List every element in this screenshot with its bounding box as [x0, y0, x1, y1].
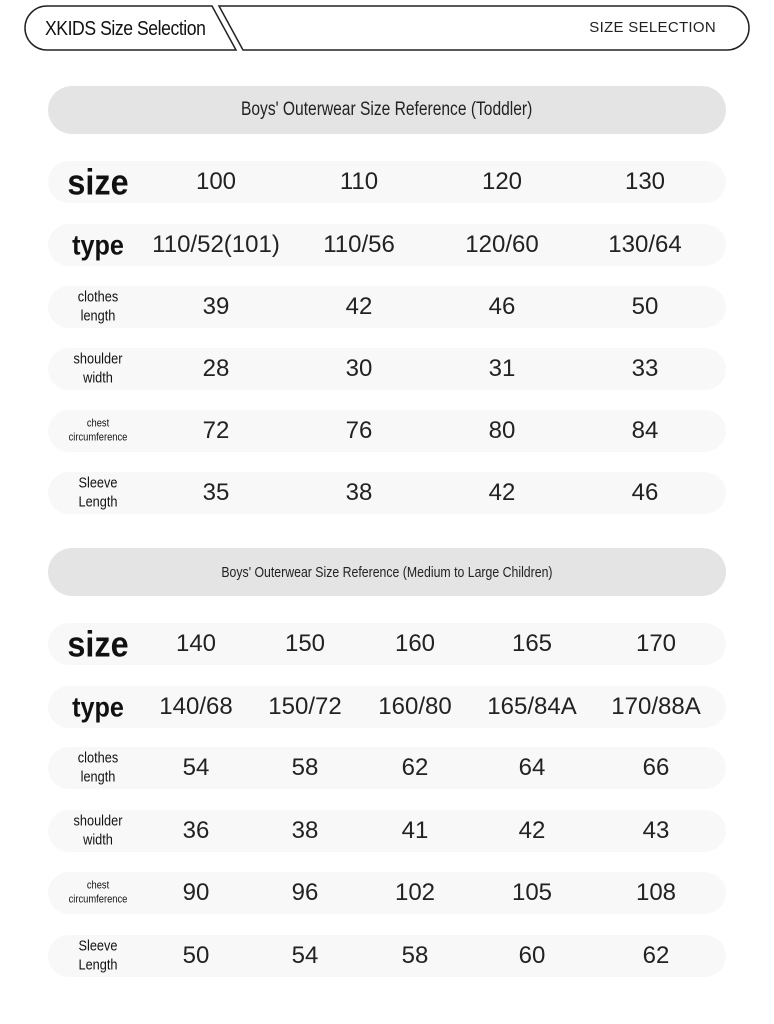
- table-cell: 165: [511, 630, 553, 657]
- table-cell: 150: [284, 630, 326, 657]
- row-label-type: type: [72, 691, 124, 723]
- row-label-line: width: [83, 831, 113, 848]
- row-label-clothes-length: [56, 288, 141, 326]
- table-cell: 100: [195, 168, 237, 195]
- row-shoulder-width: [48, 348, 726, 390]
- table-cell: 58: [401, 942, 429, 969]
- section-label: SIZE SELECTION: [589, 19, 716, 36]
- table-cell: 66: [642, 754, 670, 781]
- table-cell: 120: [481, 168, 523, 195]
- row-label-shoulder-width: [56, 350, 141, 388]
- table-cell: 72: [202, 417, 230, 444]
- table-cell: 38: [291, 817, 319, 844]
- table-cell: 170: [635, 630, 677, 657]
- table-cell: 140: [175, 630, 217, 657]
- brand-title: XKIDS Size Selection: [45, 18, 206, 40]
- row-label-line: chest: [86, 879, 110, 892]
- table-cell: 165/84A: [487, 693, 577, 720]
- table-cell: 58: [291, 754, 319, 781]
- table-title-text: Boys' Outerwear Size Reference (Toddler): [241, 99, 533, 120]
- table-cell: 110: [339, 168, 379, 195]
- table-cell: 31: [488, 355, 516, 382]
- row-label-type: type: [72, 229, 124, 261]
- row-label-line: Sleeve: [78, 937, 118, 955]
- row-label-line: Length: [78, 956, 118, 973]
- row-label-line: chest: [86, 417, 110, 430]
- row-label-shoulder-width: [56, 812, 141, 850]
- table-cell: 39: [202, 293, 230, 320]
- table-cell: 108: [635, 879, 677, 906]
- row-label-line: Length: [78, 493, 118, 510]
- row-label-line: circumference: [68, 431, 128, 443]
- table-cell: 120/60: [465, 231, 539, 258]
- row-sleeve-length: [48, 935, 726, 977]
- table-cell: 38: [345, 479, 373, 506]
- table-title-toddler: [48, 86, 726, 134]
- table-title-medium-large: [48, 548, 726, 596]
- table-cell: 140/68: [159, 693, 233, 720]
- table-cell: 160: [394, 630, 436, 657]
- row-label-line: shoulder: [73, 350, 123, 368]
- table-cell: 30: [345, 355, 373, 382]
- table-cell: 80: [488, 417, 516, 444]
- table-cell: 130: [624, 168, 666, 195]
- table-cell: 130/64: [608, 231, 682, 258]
- table-cell: 90: [182, 879, 210, 906]
- row-label-sleeve-length: [56, 474, 141, 512]
- table-cell: 28: [202, 355, 230, 382]
- table-cell: 64: [518, 754, 546, 781]
- row-label-line: width: [83, 369, 113, 386]
- row-label-line: shoulder: [73, 812, 123, 830]
- table-cell: 54: [182, 754, 210, 781]
- row-label-line: clothes: [77, 749, 119, 767]
- table-cell: 46: [631, 479, 659, 506]
- row-clothes-length: [48, 747, 726, 789]
- row-chest-circumference: [48, 410, 726, 452]
- table-cell: 41: [401, 817, 429, 844]
- table-cell: 42: [488, 479, 516, 506]
- table-cell: 54: [291, 942, 319, 969]
- row-chest-circumference: [48, 872, 726, 914]
- table-cell: 102: [394, 879, 436, 906]
- table-cell: 46: [488, 293, 516, 320]
- row-sleeve-length: [48, 472, 726, 514]
- row-label-chest-circumference: [56, 879, 141, 907]
- table-cell: 84: [631, 417, 659, 444]
- table-cell: 150/72: [268, 693, 342, 720]
- row-label-line: clothes: [77, 288, 119, 306]
- row-shoulder-width: [48, 810, 726, 852]
- row-label-line: Sleeve: [78, 474, 118, 492]
- row-label-size: size: [67, 623, 129, 665]
- table-cell: 35: [202, 479, 230, 506]
- table-cell: 110/56: [323, 231, 395, 258]
- table-title-text: Boys' Outerwear Size Reference (Medium to Large Children): [221, 563, 553, 581]
- row-type: [48, 686, 726, 728]
- table-cell: 50: [631, 293, 659, 320]
- row-label-size: size: [67, 161, 129, 203]
- table-cell: 76: [345, 417, 373, 444]
- table-cell: 42: [518, 817, 546, 844]
- row-clothes-length: [48, 286, 726, 328]
- row-label-line: length: [80, 768, 116, 785]
- table-cell: 60: [518, 942, 546, 969]
- row-label-line: circumference: [68, 893, 128, 905]
- row-size: [48, 161, 726, 203]
- row-size: [48, 623, 726, 665]
- table-cell: 160/80: [378, 693, 452, 720]
- row-type: [48, 224, 726, 266]
- table-cell: 170/88A: [611, 693, 701, 720]
- row-label-chest-circumference: [56, 417, 141, 445]
- row-label-line: length: [80, 307, 116, 324]
- table-cell: 105: [511, 879, 553, 906]
- table-cell: 62: [642, 942, 670, 969]
- table-cell: 96: [291, 879, 319, 906]
- table-cell: 43: [642, 817, 670, 844]
- table-cell: 110/52(101): [152, 231, 280, 258]
- table-cell: 33: [631, 355, 659, 382]
- table-cell: 50: [182, 942, 210, 969]
- table-cell: 62: [401, 754, 429, 781]
- table-cell: 36: [182, 817, 210, 844]
- row-label-clothes-length: [56, 749, 141, 787]
- table-cell: 42: [345, 293, 373, 320]
- row-label-sleeve-length: [56, 937, 141, 975]
